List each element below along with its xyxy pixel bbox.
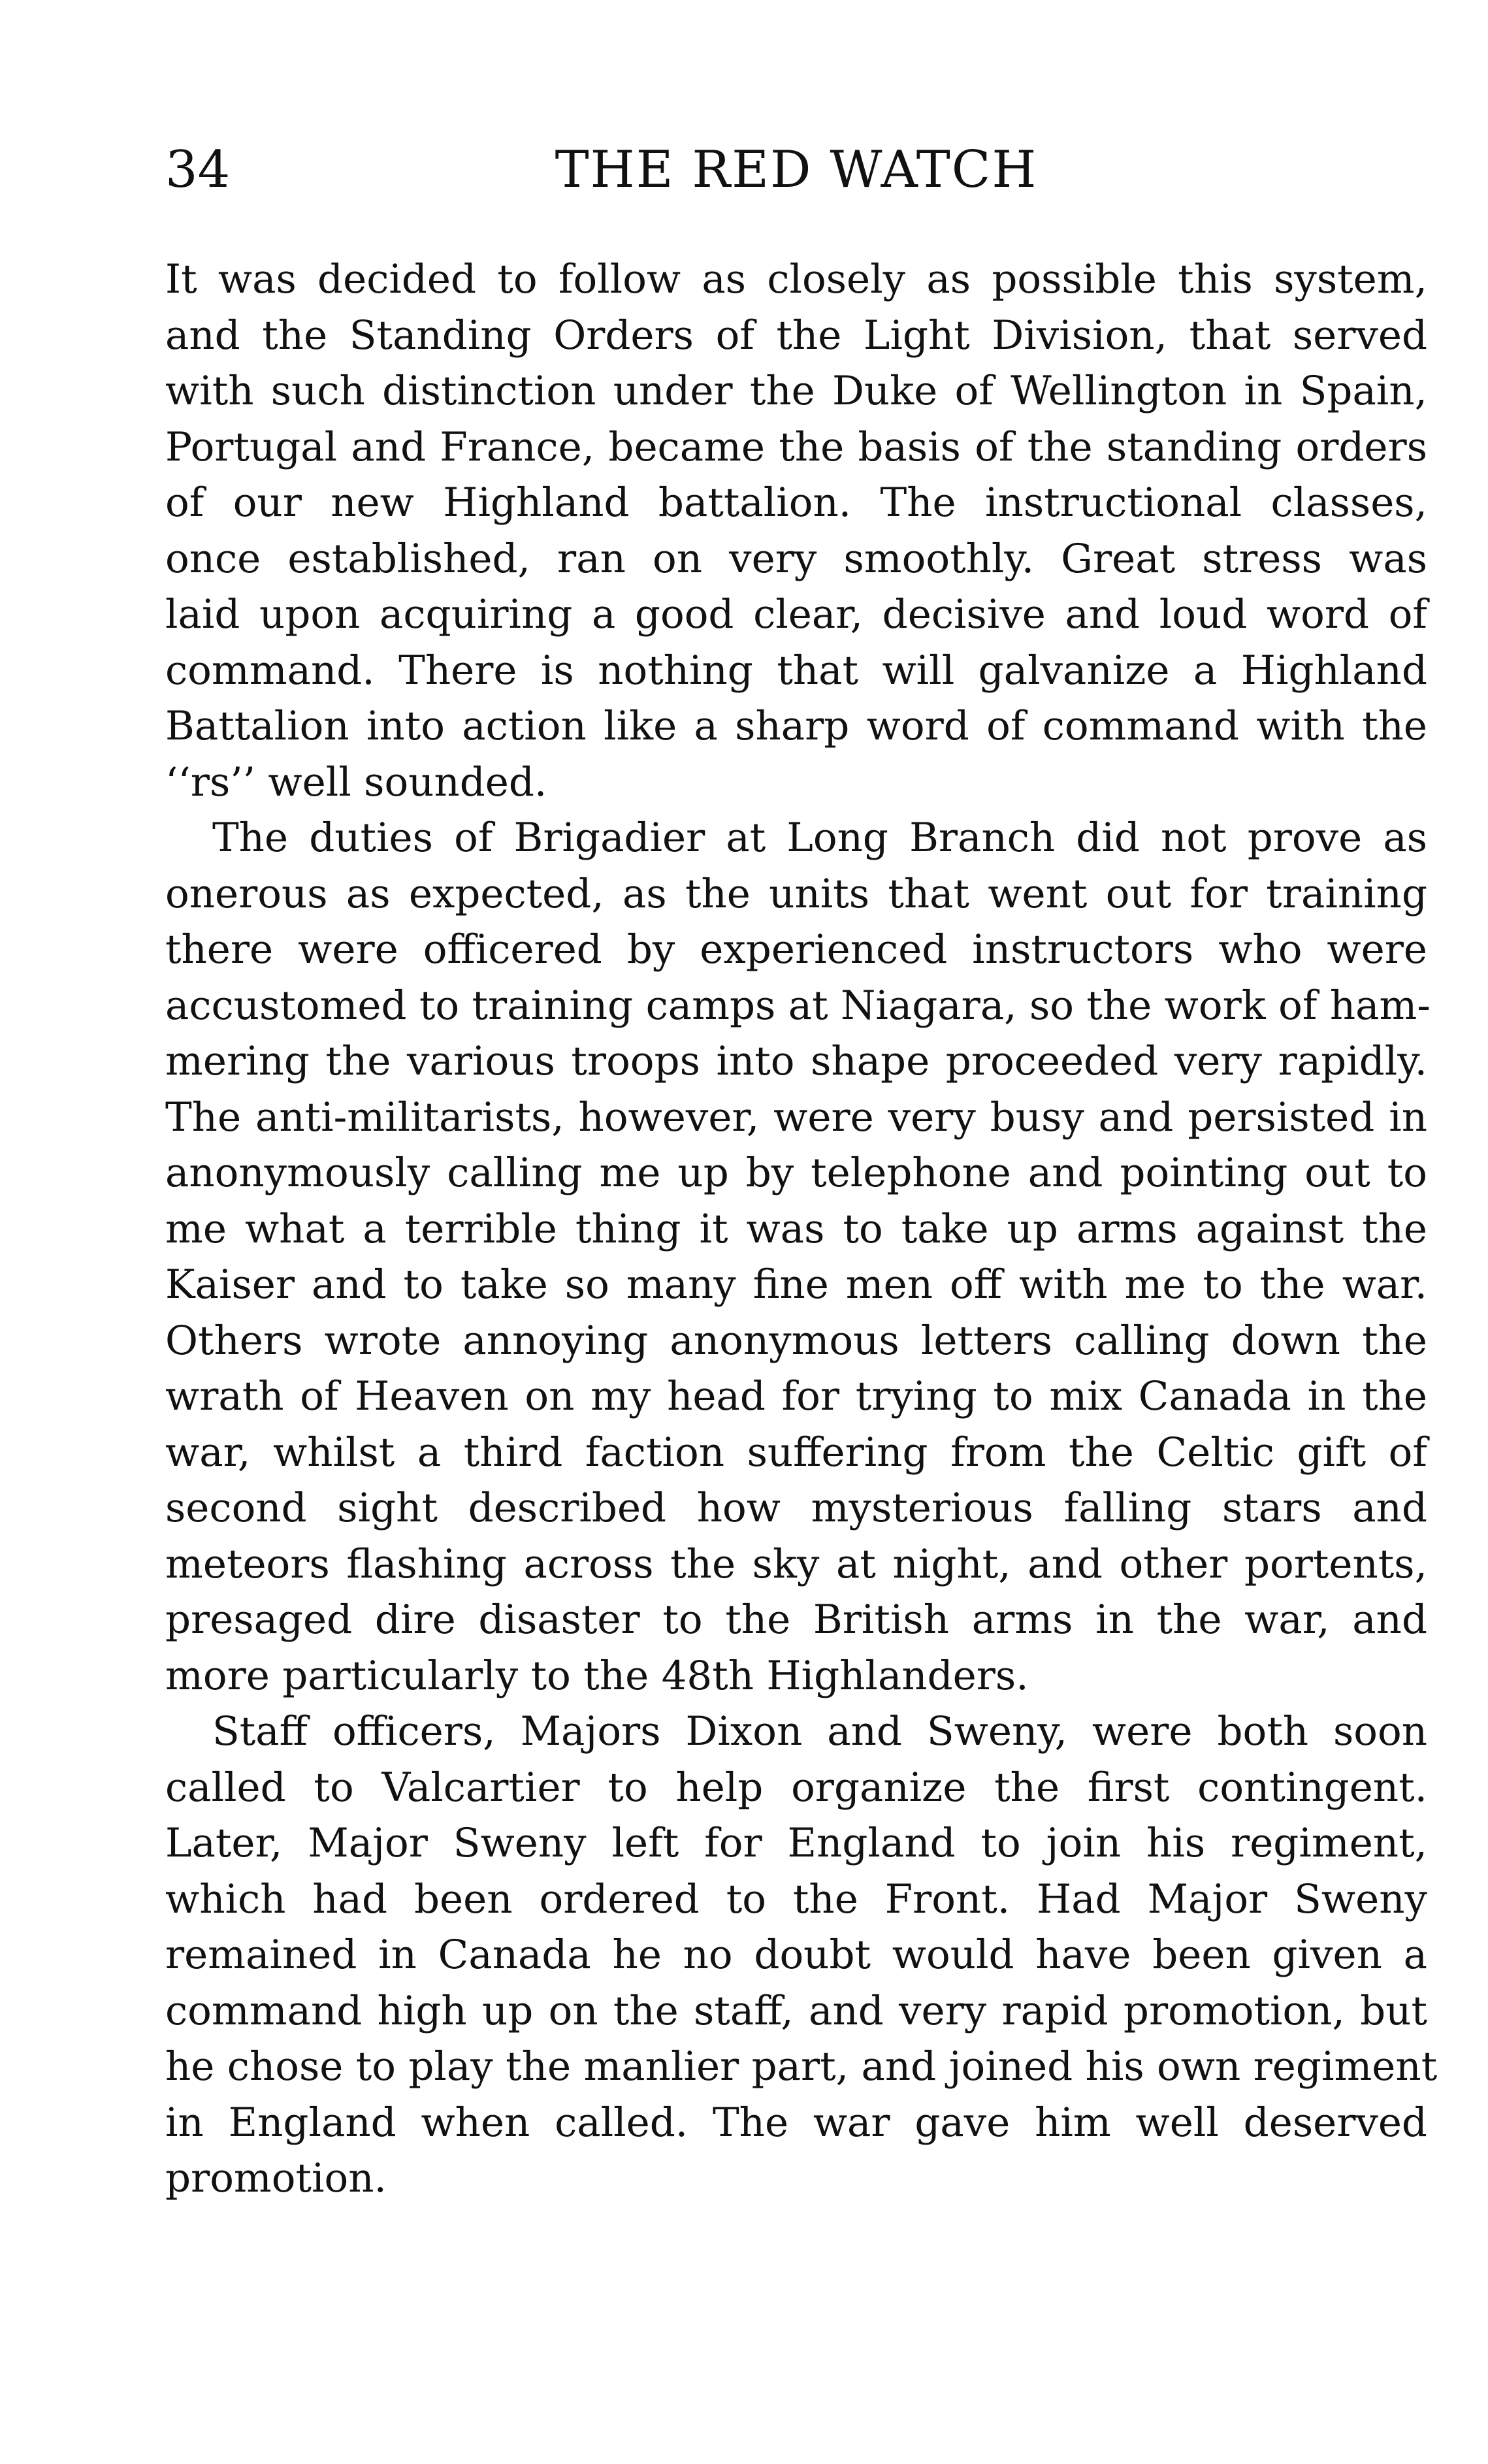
running-title: THE RED WATCH <box>555 140 1038 199</box>
text-line: Battalion into action like a sharp word of command with the <box>165 703 1427 749</box>
text-line: he chose to play the manlier part, and joined his own regiment <box>165 2043 1438 2090</box>
text-line: meteors flashing across the sky at night, and other portents, <box>165 1540 1427 1587</box>
text-line: It was decided to follow as closely as possible this system, <box>165 256 1427 302</box>
text-line: of our new Highland battalion. The instructional classes, <box>165 479 1427 526</box>
text-line: laid upon acquiring a good clear, decisive and loud word of <box>165 591 1427 638</box>
paragraph-3 <box>165 1704 1438 2207</box>
text-line: more particularly to the 48th Highlanders. <box>165 1652 1029 1699</box>
text-line: Portugal and France, became the basis of the standing orders <box>165 423 1427 470</box>
text-line: with such distinction under the Duke of Wellington in Spain, <box>165 368 1427 414</box>
text-line: The anti-militarists, however, were very busy and persisted in <box>165 1094 1427 1141</box>
text-line: second sight described how mysterious falling stars and <box>165 1485 1427 1531</box>
paragraph-1 <box>165 251 1427 810</box>
text-line: Kaiser and to take so many fine men off with me to the war. <box>165 1261 1427 1308</box>
text-line: and the Standing Orders of the Light Division, that served <box>165 312 1427 359</box>
running-head <box>165 140 1427 199</box>
text-line: ‘‘rs’’ well sounded. <box>165 758 547 805</box>
text-line: anonymously calling me up by telephone and pointing out to <box>165 1150 1427 1196</box>
body-text <box>165 251 1438 2207</box>
paragraph-2 <box>165 810 1431 1704</box>
text-line: me what a terrible thing it was to take up arms against the <box>165 1205 1427 1252</box>
text-line: war, whilst a third faction suffering from the Celtic gift of <box>165 1429 1427 1476</box>
text-line: promotion. <box>165 2155 387 2201</box>
text-line: called to Valcartier to help organize the first contingent. <box>165 1764 1427 1811</box>
text-line: presaged dire disaster to the British arms in the war, and <box>165 1597 1427 1643</box>
text-line: remained in Canada he no doubt would have been given a <box>165 1932 1427 1978</box>
text-line: onerous as expected, as the units that went out for training <box>165 870 1427 917</box>
text-line: Later, Major Sweny left for England to join his regiment, <box>165 1820 1427 1866</box>
text-line: Others wrote annoying anonymous letters calling down the <box>165 1317 1427 1364</box>
text-line: The duties of Brigadier at Long Branch did not prove as <box>212 815 1427 861</box>
text-line: in England when called. The war gave him well deserved <box>165 2099 1427 2146</box>
page-number: 34 <box>165 140 231 199</box>
text-line: command high up on the staff, and very rapid promotion, but <box>165 1987 1427 2034</box>
text-line: mering the various troops into shape proceeded very rapidly. <box>165 1038 1427 1084</box>
text-line: command. There is nothing that will galvanize a Highland <box>165 647 1427 694</box>
text-line: once established, ran on very smoothly. Great stress was <box>165 535 1427 582</box>
text-line: which had been ordered to the Front. Had Major Sweny <box>165 1875 1427 1922</box>
text-line: there were officered by experienced instructors who were <box>165 926 1427 973</box>
text-line: wrath of Heaven on my head for trying to mix Canada in the <box>165 1373 1427 1419</box>
text-line: Staff officers, Majors Dixon and Sweny, were both soon <box>212 1708 1427 1755</box>
text-line: accustomed to training camps at Niagara, so the work of ham- <box>165 982 1431 1029</box>
